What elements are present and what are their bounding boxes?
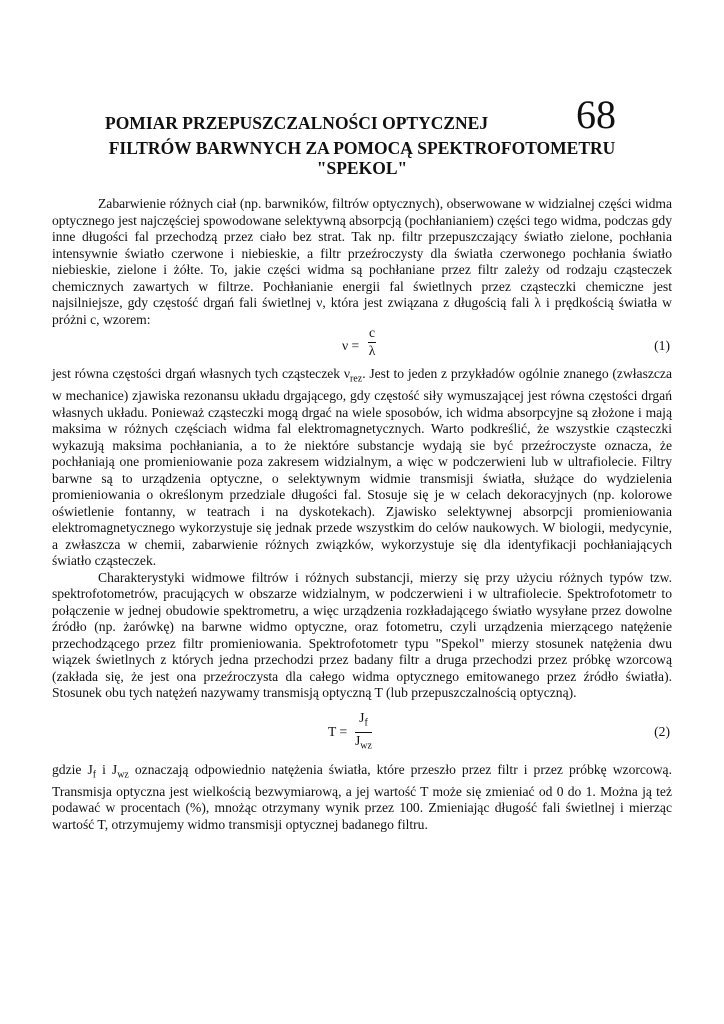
equation-1 [52, 325, 672, 366]
equation-1-denominator: λ [368, 342, 376, 358]
paragraph-2 [52, 366, 672, 570]
equation-2-denominator-symbol: J [355, 732, 361, 748]
equation-2-denominator [355, 733, 372, 755]
equation-2-label: (2) [654, 723, 670, 739]
nu-rez-subscript: rez [349, 373, 363, 385]
equation-1-label: (1) [654, 338, 670, 353]
jwz-subscript: wz [117, 769, 129, 781]
equation-2-numerator-symbol: J [359, 709, 365, 725]
paragraph-4-mid: i J [96, 761, 118, 777]
paragraph-1: Zabarwienie różnych ciał (np. barwników, filtrów optycznych), obserwowane w widzialnej części widma optycznego jest najczęściej spowodowane selektywną absorpcją (pochłanianiem) części tego widma, podczas gdy inne długości fal przechodzą przez ciało bez strat. Tak np. filtr przepuszczający światło zielone, pochłania intensywnie światło czerwone i niebieskie, a filtr przeźroczysty dla światła czerwonego pochłania światło niebieskie, zielone i żółte. To, jakie części widma są pochłaniane przez filtr zależy od rodzaju cząsteczek chemicznych zawartych w filtrze. Pochłanianie energii fal świetlnych przez cząsteczki chemiczne jest najsilniejsze, gdy częstość drgań fali świetlnej ν, która jest związana z długością fali λ i prędkością światła w próżni c, wzorem: [52, 196, 672, 327]
paragraph-4 [52, 762, 672, 834]
equation-2-denominator-subscript: wz [360, 740, 372, 752]
paragraph-4-rest: oznaczają odpowiednio natężenia światła, które przeszło przez filtr i przez próbkę wzorcową. Transmisja optyczna jest wielkością bezwymiarową, a jej wartość T może się zmieniać od 0 do 1. Można ją też podawać w procentach (%), mnożąc otrzymany wynik przez 100. Zmieniając długość fali świetlnej i mierząc wartość T, otrzymujemy widmo transmisji optycznej badanego filtru. [52, 761, 672, 832]
paragraph-2-rest: . Jest to jeden z przykładów ogólnie znanego (zwłaszcza w mechanice) zjawiska rezonansu układu drgającego, gdy częstość siły wymuszającej jest równa częstości drgań własnych układu. Ponieważ cząsteczki mogą drgać na wiele sposobów, ich widma absorpcyjne są złożone i mają maksima w różnych częściach widma fal elektromagnetycznych. Warto podkreślić, że wszystkie cząsteczki wykazują maksima pochłaniania, a to że niektóre substancje wydają sie być przeźroczyste oznacza, że pochłaniają one promieniowanie poza zakresem widzialnym, a więc w podczerwieni lub w ultrafiolecie. Filtry barwne są to urządzenia optyczne, o selektywnym widmie transmisji światła, służące do wydzielenia promieniowania o określonym przedziale długości fal. Stosuje się je w celach dekoracyjnych (np. kolorowe oświetlenie fontanny, w teatrach i na dyskotekach). Zjawisko selektywnej absorpcji promieniowania elektromagnetycznego wykorzystuje się jednak przede wszystkim do celów naukowych. W biologii, medycynie, a zwłaszcza w chemii, zabarwienie różnych związków, wykorzystuje się dla identyfikacji pochłaniających światło cząsteczek. [52, 366, 672, 569]
paragraph-2-start: jest równa częstości drgań własnych tych cząsteczek ν [52, 366, 350, 381]
equation-1-lhs: ν = [342, 338, 360, 353]
equation-2-lhs: T = [328, 723, 348, 739]
equation-2 [52, 710, 672, 762]
equation-2-numerator [355, 710, 372, 733]
title-line-3: "SPEKOL" [316, 158, 408, 178]
paragraph-3: Charakterystyki widmowe filtrów i różnych substancji, mierzy się przy użyciu różnych typów tzw. spektrofotometrów, pracujących w obszarze widzialnym, w podczerwieni i w ultrafiolecie. Spektrofotometr to połączenie w jednej obudowie spektrometru, a więc urządzenia rozkładającego światło wysyłane przez dowolne źródło (np. żarówkę) na barwne widmo optyczne, oraz fotometru, czyli urządzenia mierzącego natężenie przechodzącego przez filtr promieniowania. Spektrofotometr typu "Spekol" mierzy stosunek natężenia dwu wiązek świetlnych z których jedna przechodzi przez badany filtr a druga przechodzi przez próbkę wzorcową (zakłada się, że jest ona przeźroczysta dla całego widma optycznego emitowanego przez źródło światła). Stosunek obu tych natężeń nazywamy transmisją optyczną T (lub przepuszczalnością optyczną). [52, 569, 672, 701]
title-line-2: FILTRÓW BARWNYCH ZA POMOCĄ SPEKTROFOTOMETRU [108, 138, 616, 158]
jf-subscript: f [92, 769, 97, 781]
equation-2-numerator-subscript: f [364, 717, 368, 729]
paragraph-4-start: gdzie J [52, 761, 93, 777]
equation-1-numerator: c [368, 325, 376, 343]
exercise-number: 68 [576, 92, 616, 137]
article-body [52, 196, 672, 833]
title-line-1: POMIAR PRZEPUSZCZALNOŚCI OPTYCZNEJ [105, 113, 489, 133]
equation-1-fraction [368, 325, 376, 359]
equation-2-fraction [355, 710, 372, 755]
